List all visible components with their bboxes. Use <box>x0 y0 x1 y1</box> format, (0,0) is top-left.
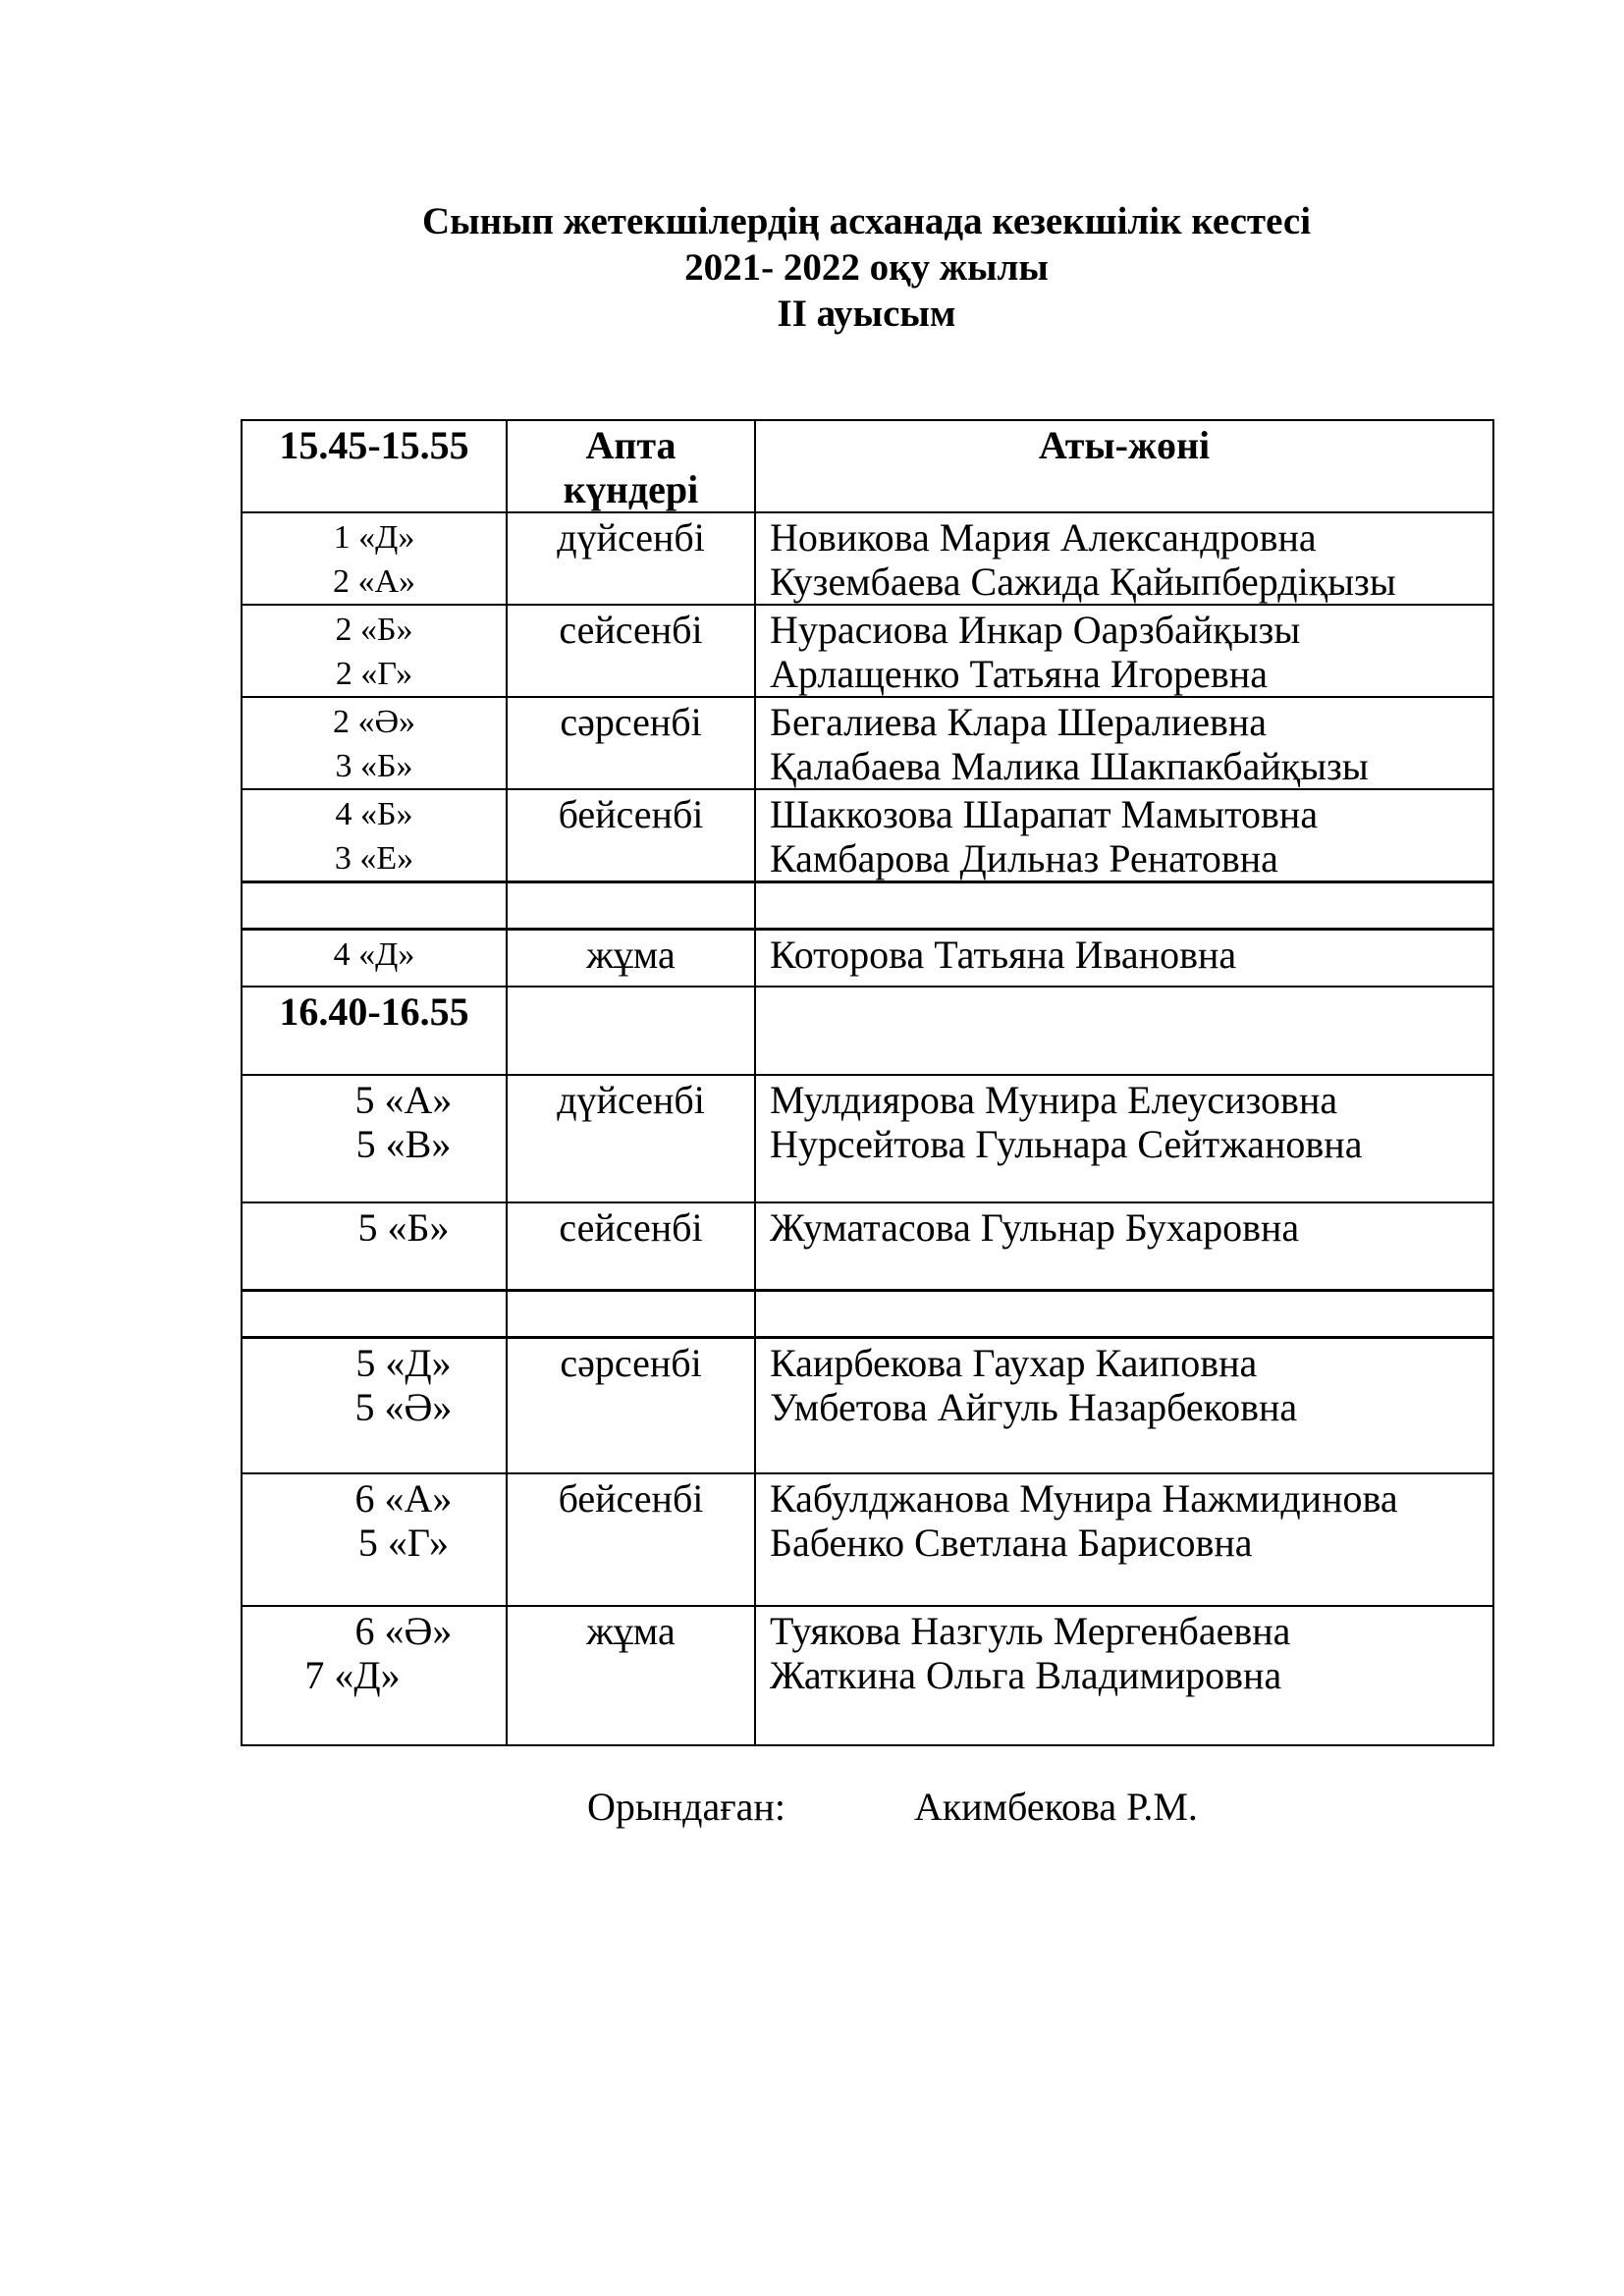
table-row <box>242 789 1493 882</box>
names-cell <box>755 987 1493 1075</box>
title-line-3: II ауысым <box>777 293 956 335</box>
class-cell <box>242 1473 507 1606</box>
day-label: сәрсенбі <box>560 700 702 744</box>
day-cell <box>507 1606 755 1745</box>
second-shift-time: 16.40-16.55 <box>279 988 469 1034</box>
teacher-name: Мулдиярова Мунира Елеусизовна <box>770 1077 1338 1122</box>
class-cell <box>242 1606 507 1745</box>
day-label: бейсенбі <box>558 792 704 836</box>
teacher-name: Камбарова Дильназ Ренатовна <box>770 836 1278 881</box>
class-cell <box>242 697 507 789</box>
class-line: 5 «Ә» <box>354 1385 453 1429</box>
header-weekdays-cell <box>507 420 755 512</box>
table-row-empty <box>242 882 1493 930</box>
day-cell <box>507 987 755 1075</box>
class-line: 1 «Д» <box>333 519 415 556</box>
executor-name: Акимбекова Р.М. <box>913 1785 1198 1829</box>
class-line: 2 «Б» <box>335 612 413 648</box>
day-cell <box>507 697 755 789</box>
day-cell <box>507 882 755 930</box>
table-row-second-shift-header <box>242 987 1493 1075</box>
header-weekdays-line1: Апта <box>585 423 677 467</box>
table-header-row <box>242 420 1493 512</box>
title-line-1: Сынып жетекшілердің асханада кезекшілік кестесі <box>421 200 1312 242</box>
names-cell <box>755 1338 1493 1473</box>
class-cell <box>242 930 507 987</box>
document-title <box>241 198 1492 337</box>
class-line: 3 «Б» <box>335 748 413 784</box>
day-label: жұма <box>586 1608 676 1653</box>
header-time: 15.45-15.55 <box>279 423 469 467</box>
table-row <box>242 1606 1493 1745</box>
table-row <box>242 1338 1493 1473</box>
time-cell <box>242 987 507 1075</box>
teacher-name: Арлащенко Татьяна Игоревна <box>770 652 1268 696</box>
class-cell <box>242 1202 507 1291</box>
table-row-empty <box>242 1291 1493 1338</box>
class-cell <box>242 1291 507 1338</box>
class-line: 5 «Г» <box>357 1520 450 1565</box>
names-cell <box>755 512 1493 605</box>
names-cell <box>755 1075 1493 1202</box>
header-names-cell <box>755 420 1493 512</box>
class-line: 2 «Ә» <box>332 704 416 740</box>
names-cell <box>755 1473 1493 1606</box>
teacher-name: Бабенко Светлана Барисовна <box>770 1520 1253 1565</box>
table-row <box>242 1473 1493 1606</box>
class-line: 6 «А» <box>354 1475 453 1521</box>
class-line: 2 «Г» <box>335 656 413 692</box>
teacher-name: Қалабаева Малика Шакпакбайқызы <box>770 744 1369 788</box>
class-line: 5 «В» <box>355 1121 452 1166</box>
teacher-name: Кузембаева Сажида Қайыпбердіқызы <box>770 560 1396 604</box>
table-row <box>242 605 1493 697</box>
teacher-name: Нурсейтова Гульнара Сейтжановна <box>770 1121 1363 1166</box>
table-row <box>242 1075 1493 1202</box>
teacher-name: Бегалиева Клара Шералиевна <box>770 700 1267 744</box>
names-cell <box>755 697 1493 789</box>
class-line: 6 «Ә» <box>354 1608 453 1653</box>
teacher-name: Шаккозова Шарапат Мамытовна <box>770 792 1319 836</box>
day-label: сейсенбі <box>559 608 703 652</box>
executor-label: Орындаған: <box>587 1785 785 1829</box>
class-line: 5 «А» <box>354 1077 453 1122</box>
class-cell <box>242 789 507 882</box>
names-cell <box>755 605 1493 697</box>
class-line: 3 «Е» <box>334 840 414 877</box>
day-cell <box>507 789 755 882</box>
title-line-2: 2021- 2022 оқу жылы <box>684 246 1049 289</box>
day-cell <box>507 930 755 987</box>
teacher-name: Жуматасова Гульнар Бухаровна <box>770 1204 1300 1250</box>
day-cell <box>507 605 755 697</box>
teacher-name: Которова Татьяна Ивановна <box>770 933 1237 977</box>
names-cell <box>755 930 1493 987</box>
class-cell <box>242 882 507 930</box>
day-cell <box>507 1202 755 1291</box>
table-row <box>242 1202 1493 1291</box>
day-label: бейсенбі <box>558 1475 704 1521</box>
day-label: дүйсенбі <box>557 515 705 560</box>
teacher-name: Новикова Мария Александровна <box>770 515 1317 560</box>
class-line: 7 «Д» <box>304 1652 401 1697</box>
names-cell <box>755 1202 1493 1291</box>
table-row <box>242 697 1493 789</box>
duty-schedule-table <box>241 419 1494 1746</box>
table-row <box>242 930 1493 987</box>
class-cell <box>242 1338 507 1473</box>
class-line: 5 «Б» <box>357 1204 450 1250</box>
class-cell <box>242 512 507 605</box>
header-time-cell <box>242 420 507 512</box>
header-names: Аты-жөні <box>1038 423 1211 467</box>
class-line: 2 «А» <box>332 563 416 600</box>
day-cell <box>507 1075 755 1202</box>
day-label: сәрсенбі <box>560 1341 702 1385</box>
executor-line <box>241 1785 1492 1829</box>
day-cell <box>507 1291 755 1338</box>
class-line: 5 «Д» <box>355 1341 452 1385</box>
class-line: 4 «Д» <box>333 936 415 973</box>
teacher-name: Умбетова Айгуль Назарбековна <box>770 1385 1298 1429</box>
teacher-name: Жаткина Ольга Владимировна <box>770 1652 1282 1697</box>
day-cell <box>507 512 755 605</box>
names-cell <box>755 1606 1493 1745</box>
day-label: сейсенбі <box>559 1204 703 1250</box>
day-label: дүйсенбі <box>557 1077 705 1122</box>
names-cell <box>755 1291 1493 1338</box>
teacher-name: Кабулджанова Мунира Нажмидинова <box>770 1475 1398 1521</box>
teacher-name: Каирбекова Гаухар Каиповна <box>770 1341 1258 1385</box>
teacher-name: Нурасиова Инкар Оарзбайқызы <box>770 608 1301 652</box>
day-cell <box>507 1338 755 1473</box>
names-cell <box>755 882 1493 930</box>
class-line: 4 «Б» <box>335 796 413 832</box>
header-weekdays-line2: күндері <box>563 467 699 511</box>
teacher-name: Туякова Назгуль Мергенбаевна <box>770 1608 1291 1653</box>
names-cell <box>755 789 1493 882</box>
day-cell <box>507 1473 755 1606</box>
class-cell <box>242 1075 507 1202</box>
table-row <box>242 512 1493 605</box>
day-label: жұма <box>586 933 676 977</box>
class-cell <box>242 605 507 697</box>
